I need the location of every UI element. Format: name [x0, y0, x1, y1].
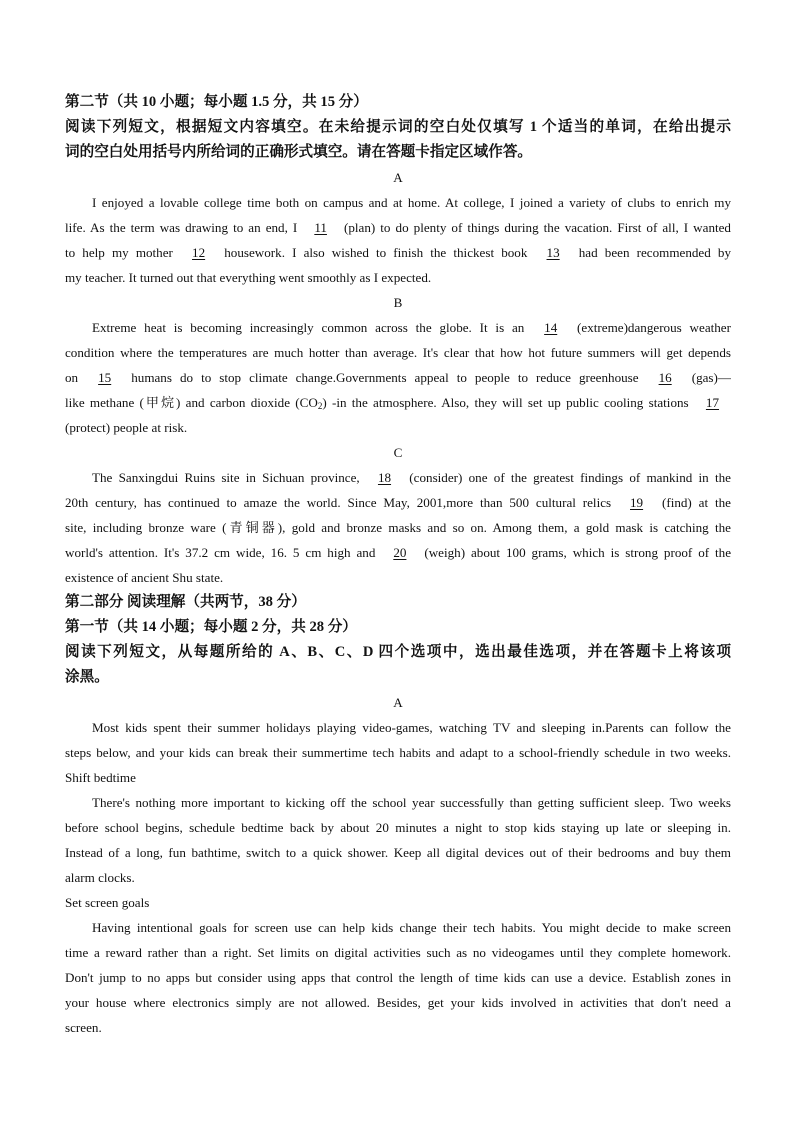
- reading-a-line: your house where electronics simply are not allowed. Besides, get your kids involved in activities that don't need a: [65, 995, 731, 1010]
- text-run: humans do to stop climate change.Governments appeal to people to reduce greenhouse: [131, 370, 639, 385]
- text-run: (extreme)dangerous weather: [577, 320, 731, 335]
- blank-13: 13: [546, 245, 560, 260]
- blank-12: 12: [192, 245, 206, 260]
- part-2-instructions-line-2: 涂黑。: [65, 669, 109, 685]
- text-run: (plan) to do plenty of things during the vacation. First of all, I wanted: [343, 220, 731, 235]
- text-run: had been recommended by: [578, 245, 731, 260]
- passage-c-line: site, including bronze ware (青铜器), gold and bronze masks and so on. Among them, a gold mask is catching the: [65, 520, 731, 535]
- text-run: [65, 395, 689, 410]
- reading-a-line: time a reward rather than a right. Set limits on digital activities such as no videogames until they complete homework.: [65, 945, 731, 960]
- text-run: (gas)—: [691, 370, 731, 385]
- reading-a-line: alarm clocks.: [65, 870, 135, 885]
- subheading-set-screen-goals: Set screen goals: [65, 895, 150, 910]
- reading-a-line: screen.: [65, 1020, 102, 1035]
- passage-a-letter: A: [393, 170, 403, 185]
- blank-15: 15: [98, 370, 112, 385]
- text-run: on: [65, 370, 79, 385]
- passage-b-letter: B: [393, 295, 403, 310]
- passage-a-line: [65, 215, 731, 240]
- reading-a-letter: A: [393, 695, 403, 710]
- text-run: The Sanxingdui Ruins site in Sichuan province,: [92, 470, 360, 485]
- subscript: 2: [317, 401, 323, 411]
- blank-19: 19: [630, 495, 644, 510]
- text-run: life. As the term was drawing to an end, I: [65, 220, 298, 235]
- blank-16: 16: [658, 370, 672, 385]
- reading-a-line: Having intentional goals for screen use can help kids change their tech habits. You might decide to make screen: [92, 920, 731, 935]
- reading-a-line: There's nothing more important to kicking off the school year successfully than getting sufficient sleep. Two weeks: [92, 795, 731, 810]
- blank-11: 11: [314, 220, 327, 235]
- text-run: world's attention. It's 37.2 cm wide, 16. 5 cm high and: [65, 545, 376, 560]
- passage-b-line: [65, 390, 731, 415]
- text-run: to help my mother: [65, 245, 173, 260]
- text-run: ) -in the atmosphere. Also, they will set up public cooling stations: [322, 395, 689, 410]
- reading-a-line: Most kids spent their summer holidays playing video-games, watching TV and sleeping in.Parents can follow the: [92, 720, 731, 735]
- blank-17: 17: [705, 395, 720, 410]
- reading-a-line: steps below, and your kids can break their summertime tech habits and adapt to a school-friendly schedule in two weeks.: [65, 745, 731, 760]
- subheading-shift-bedtime: Shift bedtime: [65, 770, 136, 785]
- blank-20: 20: [393, 545, 407, 560]
- passage-c-letter: C: [393, 445, 403, 460]
- text-run: like methane (甲烷) and carbon dioxide (CO: [65, 395, 318, 410]
- text-run: (consider) one of the greatest findings of mankind in the: [409, 470, 731, 485]
- blank-14: 14: [544, 320, 558, 335]
- reading-a-line: Instead of a long, fun bathtime, switch to a quick shower. Keep all digital devices out of their bedrooms and buy them: [65, 845, 731, 860]
- reading-a-line: Don't jump to no apps but consider using apps that control the length of time kids can use a device. Establish zones in: [65, 970, 731, 985]
- section-2-instructions-line-2: 词的空白处用括号内所给词的正确形式填空。请在答题卡指定区域作答。: [65, 144, 533, 160]
- text-run: (weigh) about 100 grams, which is strong proof of the: [424, 545, 731, 560]
- text-run: Extreme heat is becoming increasingly common across the globe. It is an: [92, 320, 525, 335]
- reading-a-line: before school begins, schedule bedtime back by about 20 minutes a night to stop kids staying up late or sleeping in.: [65, 820, 731, 835]
- passage-a-line: [65, 240, 731, 265]
- text-run: (find) at the: [661, 495, 731, 510]
- passage-a-line: my teacher. It turned out that everything went smoothly as I expected.: [65, 270, 432, 285]
- blank-18: 18: [377, 470, 392, 485]
- passage-c-line: [65, 490, 731, 515]
- section-2-title: 第二节（共 10 小题；每小题 1.5 分，共 15 分）: [65, 94, 368, 110]
- part-2-title: 第二部分 阅读理解（共两节，38 分）: [65, 594, 306, 610]
- passage-c-line: [65, 540, 731, 565]
- passage-a-line: I enjoyed a lovable college time both on campus and at home. At college, I joined a variety of clubs to enrich my: [92, 195, 731, 210]
- passage-c-line: existence of ancient Shu state.: [65, 570, 224, 585]
- text-run: housework. I also wished to finish the thickest book: [224, 245, 528, 260]
- passage-b-line: [65, 315, 731, 340]
- passage-b-line: condition where the temperatures are much hotter than average. It's clear that how hot future summers will get depends: [65, 345, 731, 360]
- section-2-instructions-line-1: 阅读下列短文，根据短文内容填空。在未给提示词的空白处仅填写 1 个适当的单词，在给出提示: [65, 119, 731, 135]
- passage-b-line: [65, 365, 731, 390]
- passage-b-line: (protect) people at risk.: [65, 420, 188, 435]
- text-run: 20th century, has continued to amaze the world. Since May, 2001,more than 500 cultural relics: [65, 495, 612, 510]
- passage-c-line: [65, 465, 731, 490]
- page-content: [65, 90, 731, 1040]
- part-2-instructions-line-1: 阅读下列短文，从每题所给的 A、B、C、D 四个选项中，选出最佳选项，并在答题卡上将该项: [65, 644, 731, 660]
- part-2-section-1-title: 第一节（共 14 小题；每小题 2 分，共 28 分）: [65, 619, 357, 635]
